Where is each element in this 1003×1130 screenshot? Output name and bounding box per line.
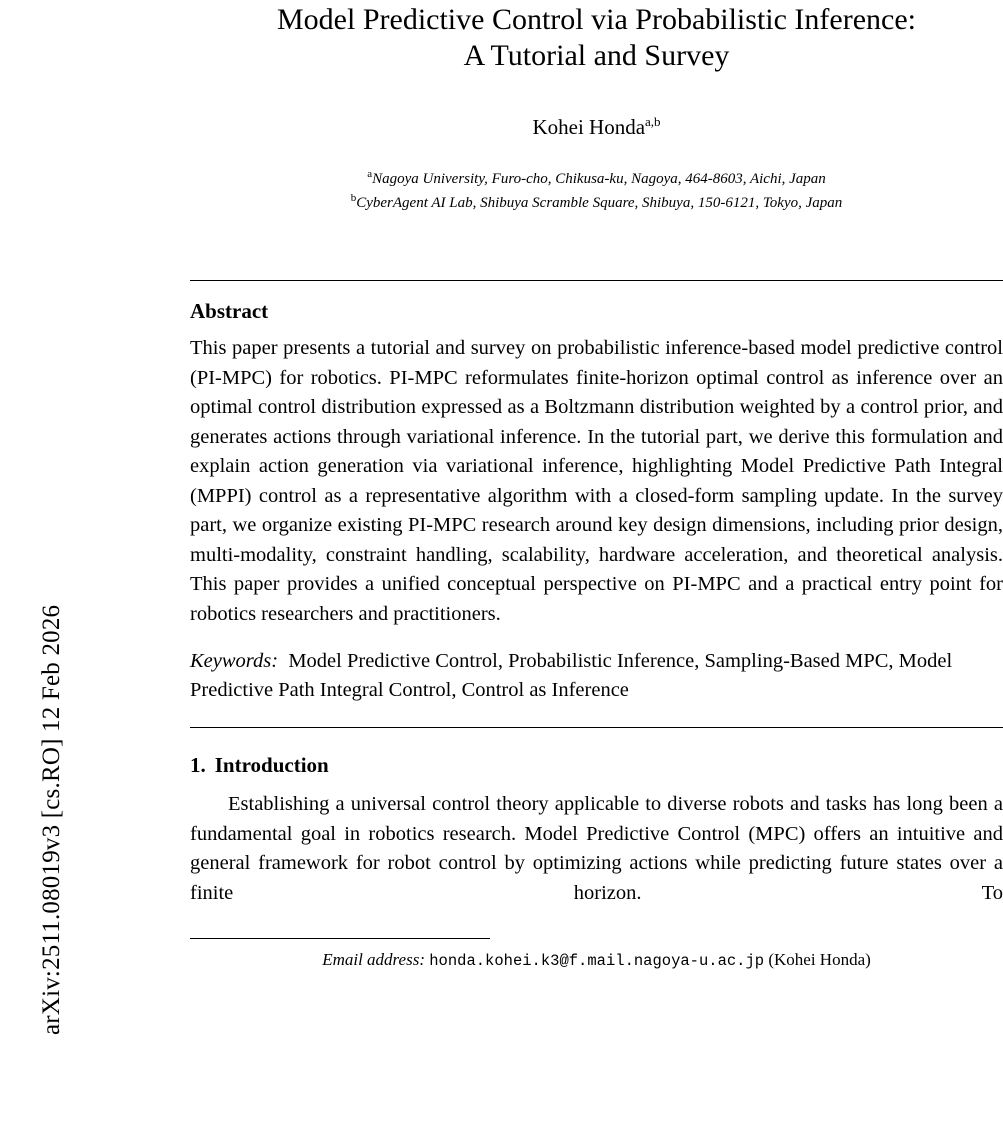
footnote-attribution: (Kohei Honda) [768, 950, 871, 969]
affiliation-b-text: CyberAgent AI Lab, Shibuya Scramble Square, Shibuya, 150-6121, Tokyo, Japan [356, 195, 843, 211]
affiliations [190, 165, 1003, 213]
section-heading-introduction [190, 753, 1003, 778]
paper-page [190, 0, 1003, 1130]
section-paragraph: Establishing a universal control theory applicable to diverse robots and tasks has long been a fundamental goal in robotics research. Model Predictive Control (MPC) offers an intuitive and general framework for robot control by optimizing actions while predicting future states over a finite horizon. To [190, 793, 1003, 904]
affiliation-a [190, 165, 1003, 189]
abstract-top-rule [190, 280, 1003, 281]
arxiv-stamp [0, 0, 65, 1130]
footnote [190, 949, 1003, 972]
footnote-rule [190, 938, 490, 939]
keywords-text: Model Predictive Control, Probabilistic Inference, Sampling-Based MPC, Model Predictive Path Integral Control, Control as Inference [190, 650, 953, 701]
page-title [190, 0, 1003, 74]
section-title: Introduction [214, 753, 329, 777]
section-number: 1. [190, 753, 206, 777]
author-name: Kohei Honda [532, 115, 646, 139]
affiliation-b-mark: b [350, 192, 357, 204]
arxiv-stamp-text: arXiv:2511.08019v3 [cs.RO] 12 Feb 2026 [38, 604, 65, 1035]
footnote-email[interactable]: honda.kohei.k3@f.mail.nagoya-u.ac.jp [429, 952, 765, 970]
author-affiliation-marks: a,b [645, 114, 661, 129]
title-line-2: A Tutorial and Survey [463, 39, 730, 72]
keywords-block [190, 647, 1003, 705]
abstract-heading: Abstract [190, 299, 269, 323]
abstract-bottom-rule [190, 727, 1003, 728]
keywords-label: Keywords: [190, 650, 279, 672]
affiliation-b [190, 189, 1003, 213]
affiliation-a-text: Nagoya University, Furo-cho, Chikusa-ku, Nagoya, 464-8603, Aichi, Japan [372, 171, 826, 187]
footnote-label: Email address: [322, 950, 425, 969]
affiliation-a-mark: a [367, 168, 373, 180]
title-line-1: Model Predictive Control via Probabilistic Inference: [277, 3, 916, 36]
abstract-text: This paper presents a tutorial and survey on probabilistic inference-based model predictive control (PI-MPC) for robotics. PI-MPC reformulates finite-horizon optimal control as inference over an optimal control distribution expressed as a Boltzmann distribution weighted by a control prior, and generates actions through variational inference. In the tutorial part, we derive this formulation and explain action generation via variational inference, highlighting Model Predictive Path Integral (MPPI) control as a representative algorithm with a closed-form sampling update. In the survey part, we organize existing PI-MPC research around key design dimensions, including prior design, multi-modality, constraint handling, scalability, hardware acceleration, and theoretical analysis. This paper provides a unified conceptual perspective on PI-MPC and a practical entry point for robotics researchers and practitioners. [190, 337, 1003, 625]
author-line [190, 114, 1003, 140]
